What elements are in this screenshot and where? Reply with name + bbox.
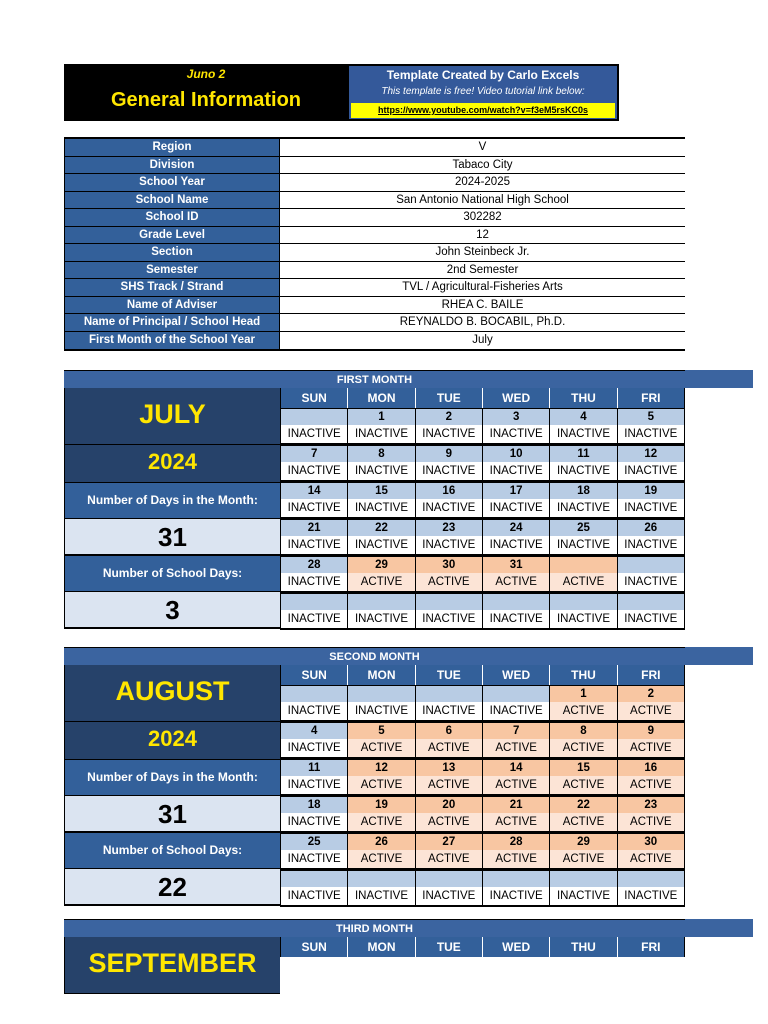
date-cell[interactable]: 11	[281, 759, 348, 776]
week-status-row	[281, 776, 684, 794]
date-cell[interactable]: 14	[281, 482, 348, 499]
day-status-cell[interactable]: INACTIVE	[483, 536, 550, 554]
days-in-month-value: 31	[65, 796, 280, 833]
weekday-header: WED	[483, 665, 550, 685]
date-cell[interactable]: 10	[483, 445, 550, 462]
day-status-cell[interactable]: INACTIVE	[348, 887, 415, 905]
day-status-cell[interactable]: ACTIVE	[550, 850, 617, 868]
month-section-bar-extension	[685, 647, 753, 665]
info-value[interactable]: REYNALDO B. BOCABIL, Ph.D.	[399, 316, 566, 328]
date-cell[interactable]: 19	[348, 796, 415, 813]
weekday-header: THU	[550, 388, 617, 408]
calendar-grid	[280, 937, 685, 957]
day-status-cell[interactable]: INACTIVE	[281, 462, 348, 480]
day-status-cell[interactable]: INACTIVE	[550, 536, 617, 554]
week-status-row	[281, 573, 684, 591]
calendar-week	[281, 722, 684, 759]
calendar-week	[281, 833, 684, 870]
info-label: Division	[64, 157, 280, 174]
date-cell[interactable]: 12	[348, 759, 415, 776]
month-section-bar-extension	[685, 370, 753, 388]
date-cell[interactable]: 27	[416, 833, 483, 850]
info-row	[64, 262, 685, 280]
day-status-cell[interactable]: INACTIVE	[550, 499, 617, 517]
week-dates-row	[281, 556, 684, 573]
date-cell[interactable]: 11	[550, 445, 617, 462]
info-row	[64, 244, 685, 262]
day-status-cell[interactable]: ACTIVE	[348, 573, 415, 591]
calendar-grid	[280, 388, 685, 630]
day-status-cell[interactable]: INACTIVE	[483, 702, 550, 720]
week-status-row	[281, 499, 684, 517]
date-cell[interactable]: 25	[550, 519, 617, 536]
date-cell[interactable]: 13	[416, 759, 483, 776]
date-cell[interactable]: 22	[550, 796, 617, 813]
date-cell[interactable]: 2	[618, 685, 684, 702]
date-cell[interactable]: 30	[416, 556, 483, 573]
weekday-header: WED	[483, 937, 550, 957]
date-cell[interactable]	[416, 685, 483, 702]
month-summary-panel	[64, 937, 280, 994]
days-in-month-label: Number of Days in the Month:	[65, 483, 280, 519]
info-label: Name of Principal / School Head	[64, 314, 280, 331]
date-cell[interactable]	[281, 593, 348, 610]
date-cell[interactable]	[348, 593, 415, 610]
date-cell[interactable]: 9	[618, 722, 684, 739]
week-dates-row	[281, 408, 684, 425]
month-year: 2024	[65, 722, 280, 760]
day-status-cell[interactable]: INACTIVE	[618, 610, 684, 628]
info-label: Region	[64, 139, 280, 156]
week-dates-row	[281, 796, 684, 813]
day-status-cell[interactable]: ACTIVE	[416, 739, 483, 757]
month-year: 2024	[65, 445, 280, 483]
date-cell[interactable]: 3	[483, 408, 550, 425]
date-cell[interactable]: 7	[483, 722, 550, 739]
info-value[interactable]: 2nd Semester	[446, 263, 519, 276]
week-dates-row	[281, 833, 684, 850]
month-name: AUGUST	[65, 665, 280, 722]
date-cell[interactable]: 22	[348, 519, 415, 536]
template-note: This template is free! Video tutorial link below:	[381, 86, 585, 97]
info-value[interactable]: RHEA C. BAILE	[441, 298, 524, 311]
date-cell[interactable]: 5	[348, 722, 415, 739]
month-summary-panel	[64, 665, 280, 906]
date-cell[interactable]: 16	[416, 482, 483, 499]
calendar-week	[281, 796, 684, 833]
calendar-week	[281, 870, 684, 907]
school-days-label: Number of School Days:	[65, 556, 280, 592]
date-cell[interactable]: 23	[618, 796, 684, 813]
week-dates-row	[281, 519, 684, 536]
month-block-first	[64, 370, 754, 630]
month-summary-panel	[64, 388, 280, 629]
day-status-cell[interactable]: INACTIVE	[550, 425, 617, 443]
week-status-row	[281, 739, 684, 757]
date-cell[interactable]: 15	[550, 759, 617, 776]
weekday-header: FRI	[618, 937, 684, 957]
day-status-cell[interactable]: ACTIVE	[550, 813, 617, 831]
info-row	[64, 297, 685, 315]
day-status-cell[interactable]: ACTIVE	[348, 776, 415, 794]
month-block-third	[64, 919, 754, 978]
date-cell[interactable]: 1	[550, 685, 617, 702]
calendar-week	[281, 482, 684, 519]
day-status-cell[interactable]: INACTIVE	[416, 536, 483, 554]
date-cell[interactable]: 28	[281, 556, 348, 573]
weekday-header: TUE	[416, 937, 483, 957]
week-status-row	[281, 536, 684, 554]
day-status-cell[interactable]: ACTIVE	[618, 850, 684, 868]
day-status-cell[interactable]: ACTIVE	[550, 739, 617, 757]
info-value[interactable]: 302282	[463, 211, 502, 223]
date-cell[interactable]	[618, 556, 684, 573]
info-value[interactable]: San Antonio National High School	[396, 193, 569, 206]
day-status-cell[interactable]: ACTIVE	[483, 573, 550, 591]
day-status-cell[interactable]: INACTIVE	[618, 887, 684, 905]
date-cell[interactable]: 6	[416, 722, 483, 739]
date-cell[interactable]: 8	[348, 445, 415, 462]
template-credit-box	[347, 64, 619, 121]
day-status-cell[interactable]: INACTIVE	[416, 610, 483, 628]
day-status-cell[interactable]: INACTIVE	[281, 813, 348, 831]
date-cell[interactable]	[281, 870, 348, 887]
info-row	[64, 157, 685, 175]
day-status-cell[interactable]: ACTIVE	[550, 776, 617, 794]
header-subtitle: Juno 2	[186, 67, 226, 81]
day-status-cell[interactable]: INACTIVE	[348, 536, 415, 554]
weekday-header: FRI	[618, 388, 684, 408]
day-status-cell[interactable]: ACTIVE	[416, 573, 483, 591]
week-dates-row	[281, 445, 684, 462]
weekday-header: THU	[550, 665, 617, 685]
date-cell[interactable]: 7	[281, 445, 348, 462]
date-cell[interactable]: 23	[416, 519, 483, 536]
date-cell[interactable]: 15	[348, 482, 415, 499]
day-status-cell[interactable]: INACTIVE	[281, 499, 348, 517]
info-value[interactable]: TVL / Agricultural-Fisheries Arts	[402, 281, 563, 293]
day-status-cell[interactable]: INACTIVE	[618, 425, 684, 443]
date-cell[interactable]: 26	[618, 519, 684, 536]
date-cell[interactable]	[550, 556, 617, 573]
date-cell[interactable]: 29	[348, 556, 415, 573]
weekday-header-row	[281, 665, 684, 685]
day-status-cell[interactable]: ACTIVE	[348, 850, 415, 868]
info-value[interactable]: July	[472, 333, 493, 346]
date-cell[interactable]	[618, 593, 684, 610]
info-value[interactable]: 12	[476, 228, 489, 241]
weekday-header-row	[281, 937, 684, 957]
info-row	[64, 279, 685, 297]
date-cell[interactable]: 21	[281, 519, 348, 536]
day-status-cell[interactable]: ACTIVE	[348, 739, 415, 757]
date-cell[interactable]: 18	[281, 796, 348, 813]
day-status-cell[interactable]: INACTIVE	[550, 610, 617, 628]
day-status-cell[interactable]: INACTIVE	[416, 499, 483, 517]
day-status-cell[interactable]: ACTIVE	[348, 813, 415, 831]
days-in-month-label: Number of Days in the Month:	[65, 760, 280, 796]
week-dates-row	[281, 870, 684, 887]
date-cell[interactable]	[550, 870, 617, 887]
header-title-box	[64, 64, 348, 121]
day-status-cell[interactable]: INACTIVE	[483, 425, 550, 443]
month-section-bar: THIRD MONTH	[64, 919, 685, 937]
day-status-cell[interactable]: ACTIVE	[550, 573, 617, 591]
info-row	[64, 139, 685, 157]
day-status-cell[interactable]: ACTIVE	[618, 739, 684, 757]
info-value[interactable]: V	[478, 141, 487, 153]
month-block-second	[64, 647, 754, 903]
info-row	[64, 332, 685, 350]
day-status-cell[interactable]: INACTIVE	[618, 499, 684, 517]
calendar-week	[281, 759, 684, 796]
day-status-cell[interactable]: ACTIVE	[483, 813, 550, 831]
date-cell[interactable]: 21	[483, 796, 550, 813]
day-status-cell[interactable]: INACTIVE	[348, 425, 415, 443]
calendar-week	[281, 685, 684, 722]
date-cell[interactable]: 9	[416, 445, 483, 462]
day-status-cell[interactable]: INACTIVE	[483, 610, 550, 628]
week-status-row	[281, 813, 684, 831]
date-cell[interactable]	[416, 870, 483, 887]
date-cell[interactable]	[281, 408, 348, 425]
day-status-cell[interactable]: INACTIVE	[281, 850, 348, 868]
day-status-cell[interactable]: INACTIVE	[416, 425, 483, 443]
date-cell[interactable]: 18	[550, 482, 617, 499]
day-status-cell[interactable]: ACTIVE	[618, 776, 684, 794]
weekday-header: MON	[348, 937, 415, 957]
week-status-row	[281, 850, 684, 868]
date-cell[interactable]: 25	[281, 833, 348, 850]
page-title: General Information	[110, 89, 302, 111]
info-label: Name of Adviser	[64, 297, 280, 314]
week-status-row	[281, 702, 684, 720]
week-dates-row	[281, 685, 684, 702]
template-credit: Template Created by Carlo Excels	[386, 68, 580, 82]
info-value[interactable]: Tabaco City	[452, 158, 513, 171]
weekday-header: TUE	[416, 388, 483, 408]
week-dates-row	[281, 482, 684, 499]
date-cell[interactable]: 5	[618, 408, 684, 425]
info-row	[64, 314, 685, 332]
day-status-cell[interactable]: INACTIVE	[483, 499, 550, 517]
day-status-cell[interactable]: ACTIVE	[483, 850, 550, 868]
day-status-cell[interactable]: INACTIVE	[550, 887, 617, 905]
weekday-header: SUN	[281, 388, 348, 408]
weekday-header: THU	[550, 937, 617, 957]
day-status-cell[interactable]: INACTIVE	[281, 702, 348, 720]
date-cell[interactable]: 14	[483, 759, 550, 776]
info-row	[64, 227, 685, 245]
info-label: Grade Level	[64, 227, 280, 244]
month-section-bar-extension	[685, 919, 753, 937]
date-cell[interactable]: 12	[618, 445, 684, 462]
school-days-value: 3	[65, 592, 280, 629]
date-cell[interactable]	[483, 593, 550, 610]
weekday-header: TUE	[416, 665, 483, 685]
day-status-cell[interactable]: INACTIVE	[618, 462, 684, 480]
date-cell[interactable]: 31	[483, 556, 550, 573]
date-cell[interactable]	[281, 685, 348, 702]
day-status-cell[interactable]: INACTIVE	[281, 573, 348, 591]
week-dates-row	[281, 759, 684, 776]
day-status-cell[interactable]: INACTIVE	[348, 702, 415, 720]
school-days-label: Number of School Days:	[65, 833, 280, 869]
day-status-cell[interactable]: INACTIVE	[281, 776, 348, 794]
day-status-cell[interactable]: ACTIVE	[483, 776, 550, 794]
info-value[interactable]: John Steinbeck Jr.	[435, 246, 530, 258]
calendar-week	[281, 445, 684, 482]
day-status-cell[interactable]: INACTIVE	[348, 610, 415, 628]
date-cell[interactable]	[483, 685, 550, 702]
info-label: School Year	[64, 174, 280, 191]
week-status-row	[281, 610, 684, 628]
date-cell[interactable]: 30	[618, 833, 684, 850]
date-cell[interactable]: 1	[348, 408, 415, 425]
day-status-cell[interactable]: INACTIVE	[281, 536, 348, 554]
day-status-cell[interactable]: INACTIVE	[281, 610, 348, 628]
day-status-cell[interactable]: ACTIVE	[416, 850, 483, 868]
info-label: School ID	[64, 209, 280, 226]
date-cell[interactable]: 20	[416, 796, 483, 813]
info-label: Section	[64, 244, 280, 261]
weekday-header: MON	[348, 665, 415, 685]
tutorial-link[interactable]: https://www.youtube.com/watch?v=f3eM5rsKC0s	[351, 103, 615, 118]
day-status-cell[interactable]: INACTIVE	[281, 739, 348, 757]
day-status-cell[interactable]: ACTIVE	[483, 739, 550, 757]
date-cell[interactable]: 19	[618, 482, 684, 499]
date-cell[interactable]	[550, 593, 617, 610]
day-status-cell[interactable]: ACTIVE	[416, 776, 483, 794]
week-status-row	[281, 462, 684, 480]
info-value[interactable]: 2024-2025	[455, 176, 510, 188]
day-status-cell[interactable]: INACTIVE	[416, 462, 483, 480]
day-status-cell[interactable]: ACTIVE	[550, 702, 617, 720]
date-cell[interactable]	[618, 870, 684, 887]
info-label: SHS Track / Strand	[64, 279, 280, 296]
date-cell[interactable]: 4	[550, 408, 617, 425]
day-status-cell[interactable]: INACTIVE	[416, 702, 483, 720]
month-name: JULY	[65, 388, 280, 445]
week-status-row	[281, 425, 684, 443]
date-cell[interactable]: 29	[550, 833, 617, 850]
weekday-header: MON	[348, 388, 415, 408]
weekday-header-row	[281, 388, 684, 408]
calendar-grid	[280, 665, 685, 907]
date-cell[interactable]	[416, 593, 483, 610]
week-status-row	[281, 887, 684, 905]
month-name: SEPTEMBER	[65, 937, 280, 994]
date-cell[interactable]: 26	[348, 833, 415, 850]
day-status-cell[interactable]: INACTIVE	[550, 462, 617, 480]
weekday-header: WED	[483, 388, 550, 408]
calendar-week	[281, 556, 684, 593]
day-status-cell[interactable]: INACTIVE	[348, 462, 415, 480]
date-cell[interactable]	[483, 870, 550, 887]
info-row	[64, 209, 685, 227]
day-status-cell[interactable]: ACTIVE	[618, 702, 684, 720]
school-days-value: 22	[65, 869, 280, 906]
day-status-cell[interactable]: INACTIVE	[348, 499, 415, 517]
week-dates-row	[281, 722, 684, 739]
date-cell[interactable]	[348, 870, 415, 887]
week-dates-row	[281, 593, 684, 610]
days-in-month-value: 31	[65, 519, 280, 556]
date-cell[interactable]: 8	[550, 722, 617, 739]
day-status-cell[interactable]: ACTIVE	[618, 813, 684, 831]
date-cell[interactable]: 16	[618, 759, 684, 776]
info-label: School Name	[64, 192, 280, 209]
weekday-header: SUN	[281, 665, 348, 685]
date-cell[interactable]	[348, 685, 415, 702]
info-row	[64, 174, 685, 192]
calendar-week	[281, 593, 684, 630]
general-info-table	[64, 137, 685, 351]
calendar-week	[281, 408, 684, 445]
calendar-week	[281, 519, 684, 556]
info-row	[64, 192, 685, 210]
day-status-cell[interactable]: INACTIVE	[483, 462, 550, 480]
weekday-header: FRI	[618, 665, 684, 685]
date-cell[interactable]: 17	[483, 482, 550, 499]
day-status-cell[interactable]: INACTIVE	[618, 536, 684, 554]
info-label: Semester	[64, 262, 280, 279]
weekday-header: SUN	[281, 937, 348, 957]
date-cell[interactable]: 28	[483, 833, 550, 850]
day-status-cell[interactable]: INACTIVE	[416, 887, 483, 905]
day-status-cell[interactable]: INACTIVE	[281, 887, 348, 905]
day-status-cell[interactable]: ACTIVE	[416, 813, 483, 831]
date-cell[interactable]: 2	[416, 408, 483, 425]
day-status-cell[interactable]: INACTIVE	[281, 425, 348, 443]
month-section-bar: FIRST MONTH	[64, 370, 685, 388]
info-label: First Month of the School Year	[64, 332, 280, 350]
date-cell[interactable]: 24	[483, 519, 550, 536]
month-section-bar: SECOND MONTH	[64, 647, 685, 665]
day-status-cell[interactable]: INACTIVE	[483, 887, 550, 905]
day-status-cell[interactable]: INACTIVE	[618, 573, 684, 591]
date-cell[interactable]: 4	[281, 722, 348, 739]
